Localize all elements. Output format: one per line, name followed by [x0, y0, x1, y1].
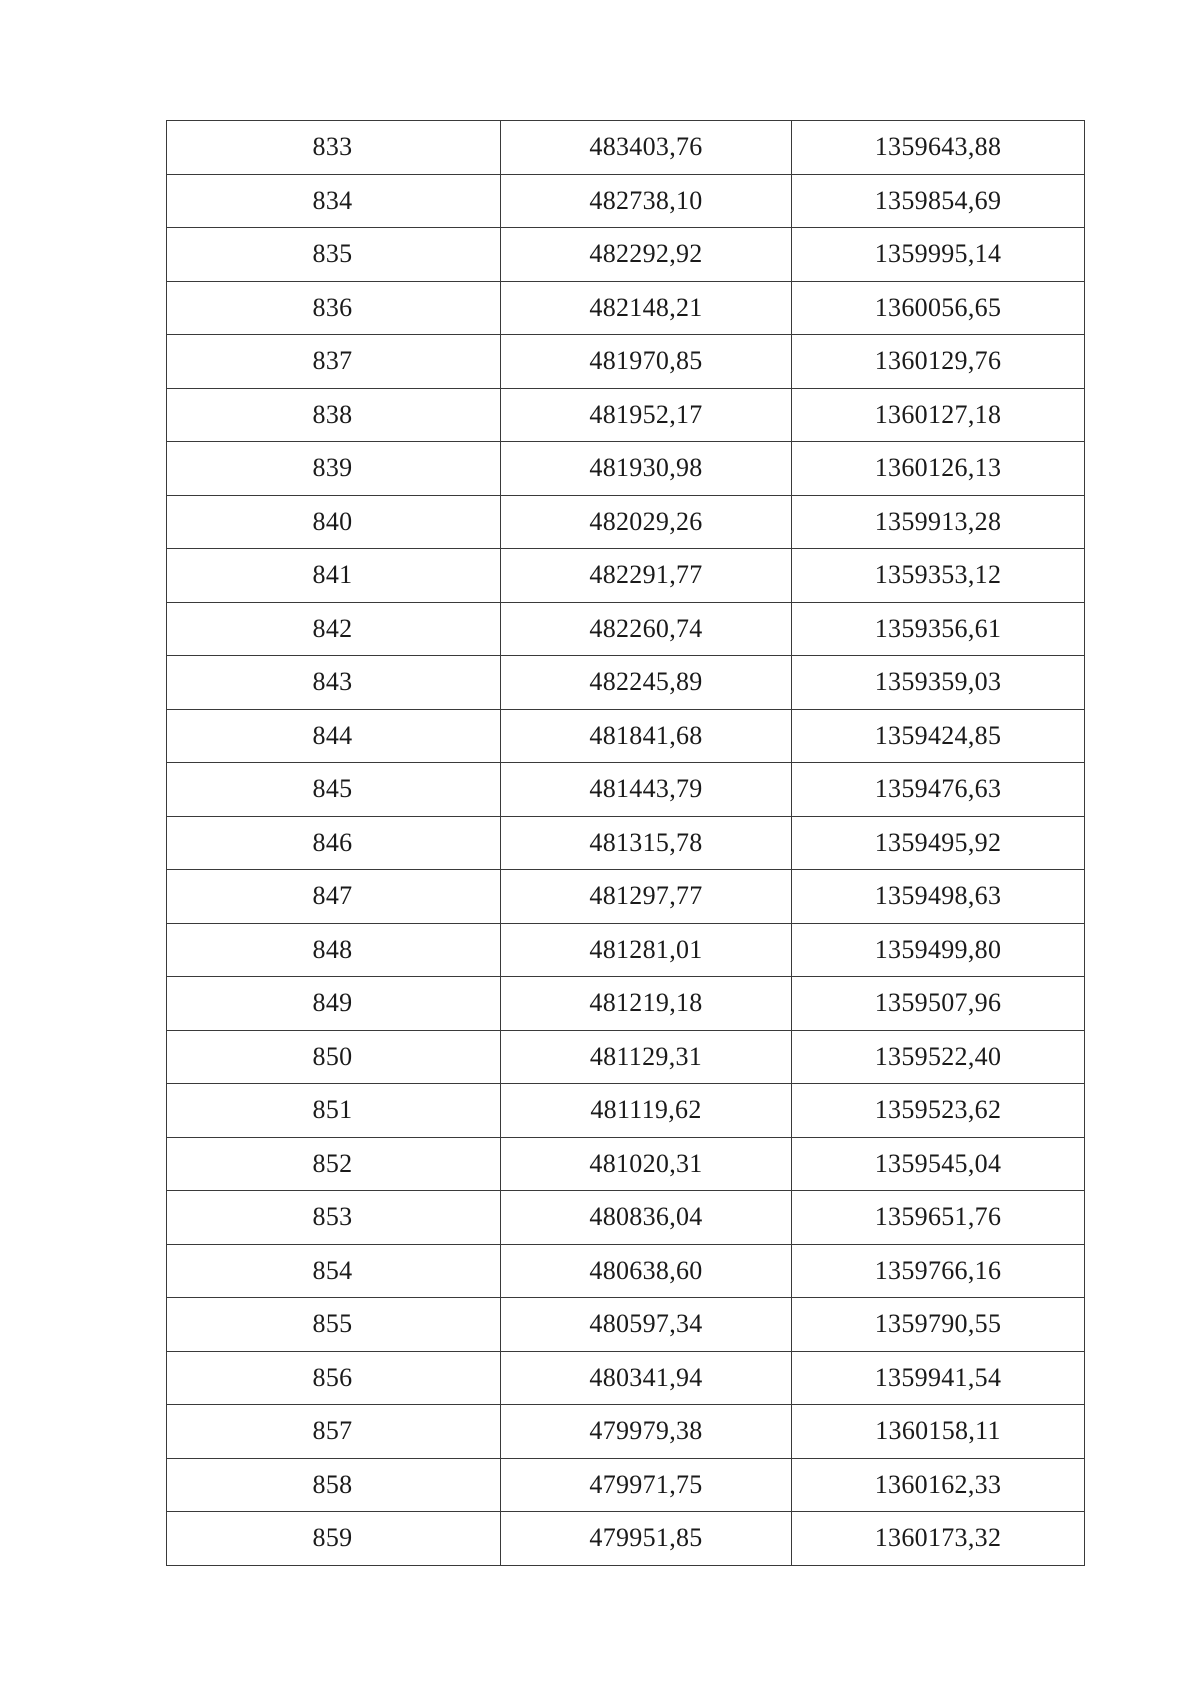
point-number-cell: 857 [167, 1405, 501, 1459]
point-number-cell: 834 [167, 174, 501, 228]
point-number-cell: 840 [167, 495, 501, 549]
point-number-cell: 855 [167, 1298, 501, 1352]
x-coordinate-cell: 482245,89 [501, 656, 792, 710]
table-row [167, 1512, 1085, 1566]
point-number-cell: 856 [167, 1351, 501, 1405]
y-coordinate-cell: 1359523,62 [792, 1084, 1085, 1138]
y-coordinate-cell: 1359424,85 [792, 709, 1085, 763]
table-row [167, 816, 1085, 870]
table-row [167, 977, 1085, 1031]
x-coordinate-cell: 482260,74 [501, 602, 792, 656]
point-number-cell: 843 [167, 656, 501, 710]
point-number-cell: 838 [167, 388, 501, 442]
table-row [167, 1244, 1085, 1298]
point-number-cell: 836 [167, 281, 501, 335]
table-row [167, 1137, 1085, 1191]
y-coordinate-cell: 1359766,16 [792, 1244, 1085, 1298]
y-coordinate-cell: 1359790,55 [792, 1298, 1085, 1352]
table-row [167, 281, 1085, 335]
x-coordinate-cell: 482291,77 [501, 549, 792, 603]
point-number-cell: 835 [167, 228, 501, 282]
point-number-cell: 846 [167, 816, 501, 870]
table-row [167, 121, 1085, 175]
y-coordinate-cell: 1359359,03 [792, 656, 1085, 710]
y-coordinate-cell: 1359854,69 [792, 174, 1085, 228]
y-coordinate-cell: 1360158,11 [792, 1405, 1085, 1459]
table-row [167, 1458, 1085, 1512]
y-coordinate-cell: 1360056,65 [792, 281, 1085, 335]
point-number-cell: 853 [167, 1191, 501, 1245]
y-coordinate-cell: 1359499,80 [792, 923, 1085, 977]
y-coordinate-cell: 1359913,28 [792, 495, 1085, 549]
point-number-cell: 839 [167, 442, 501, 496]
point-number-cell: 841 [167, 549, 501, 603]
x-coordinate-cell: 480341,94 [501, 1351, 792, 1405]
table-row [167, 1298, 1085, 1352]
point-number-cell: 842 [167, 602, 501, 656]
x-coordinate-cell: 481315,78 [501, 816, 792, 870]
table-row [167, 1351, 1085, 1405]
y-coordinate-cell: 1359643,88 [792, 121, 1085, 175]
x-coordinate-cell: 481970,85 [501, 335, 792, 389]
x-coordinate-cell: 482738,10 [501, 174, 792, 228]
table-row [167, 174, 1085, 228]
point-number-cell: 847 [167, 870, 501, 924]
table-row [167, 495, 1085, 549]
x-coordinate-cell: 481443,79 [501, 763, 792, 817]
x-coordinate-cell: 481119,62 [501, 1084, 792, 1138]
x-coordinate-cell: 480836,04 [501, 1191, 792, 1245]
y-coordinate-cell: 1359522,40 [792, 1030, 1085, 1084]
point-number-cell: 833 [167, 121, 501, 175]
table-row [167, 1030, 1085, 1084]
coordinates-table-body [167, 121, 1085, 1566]
point-number-cell: 844 [167, 709, 501, 763]
x-coordinate-cell: 481297,77 [501, 870, 792, 924]
x-coordinate-cell: 481219,18 [501, 977, 792, 1031]
table-row [167, 923, 1085, 977]
x-coordinate-cell: 482029,26 [501, 495, 792, 549]
point-number-cell: 845 [167, 763, 501, 817]
x-coordinate-cell: 481020,31 [501, 1137, 792, 1191]
y-coordinate-cell: 1359353,12 [792, 549, 1085, 603]
point-number-cell: 854 [167, 1244, 501, 1298]
y-coordinate-cell: 1359941,54 [792, 1351, 1085, 1405]
coordinates-table [166, 120, 1085, 1566]
table-row [167, 442, 1085, 496]
table-row [167, 549, 1085, 603]
table-row [167, 1405, 1085, 1459]
y-coordinate-cell: 1360126,13 [792, 442, 1085, 496]
point-number-cell: 850 [167, 1030, 501, 1084]
y-coordinate-cell: 1360127,18 [792, 388, 1085, 442]
x-coordinate-cell: 479951,85 [501, 1512, 792, 1566]
x-coordinate-cell: 482148,21 [501, 281, 792, 335]
y-coordinate-cell: 1359651,76 [792, 1191, 1085, 1245]
point-number-cell: 851 [167, 1084, 501, 1138]
point-number-cell: 852 [167, 1137, 501, 1191]
x-coordinate-cell: 480597,34 [501, 1298, 792, 1352]
point-number-cell: 849 [167, 977, 501, 1031]
y-coordinate-cell: 1360173,32 [792, 1512, 1085, 1566]
y-coordinate-cell: 1359995,14 [792, 228, 1085, 282]
y-coordinate-cell: 1359476,63 [792, 763, 1085, 817]
table-row [167, 228, 1085, 282]
x-coordinate-cell: 480638,60 [501, 1244, 792, 1298]
table-row [167, 870, 1085, 924]
x-coordinate-cell: 479979,38 [501, 1405, 792, 1459]
x-coordinate-cell: 482292,92 [501, 228, 792, 282]
x-coordinate-cell: 483403,76 [501, 121, 792, 175]
table-row [167, 1084, 1085, 1138]
point-number-cell: 858 [167, 1458, 501, 1512]
x-coordinate-cell: 481952,17 [501, 388, 792, 442]
table-row [167, 602, 1085, 656]
table-row [167, 388, 1085, 442]
table-row [167, 335, 1085, 389]
y-coordinate-cell: 1359495,92 [792, 816, 1085, 870]
point-number-cell: 859 [167, 1512, 501, 1566]
y-coordinate-cell: 1360162,33 [792, 1458, 1085, 1512]
table-row [167, 709, 1085, 763]
y-coordinate-cell: 1359507,96 [792, 977, 1085, 1031]
point-number-cell: 837 [167, 335, 501, 389]
y-coordinate-cell: 1359498,63 [792, 870, 1085, 924]
y-coordinate-cell: 1359356,61 [792, 602, 1085, 656]
x-coordinate-cell: 479971,75 [501, 1458, 792, 1512]
table-row [167, 656, 1085, 710]
table-row [167, 1191, 1085, 1245]
table-row [167, 763, 1085, 817]
x-coordinate-cell: 481129,31 [501, 1030, 792, 1084]
x-coordinate-cell: 481841,68 [501, 709, 792, 763]
y-coordinate-cell: 1360129,76 [792, 335, 1085, 389]
y-coordinate-cell: 1359545,04 [792, 1137, 1085, 1191]
point-number-cell: 848 [167, 923, 501, 977]
x-coordinate-cell: 481930,98 [501, 442, 792, 496]
x-coordinate-cell: 481281,01 [501, 923, 792, 977]
